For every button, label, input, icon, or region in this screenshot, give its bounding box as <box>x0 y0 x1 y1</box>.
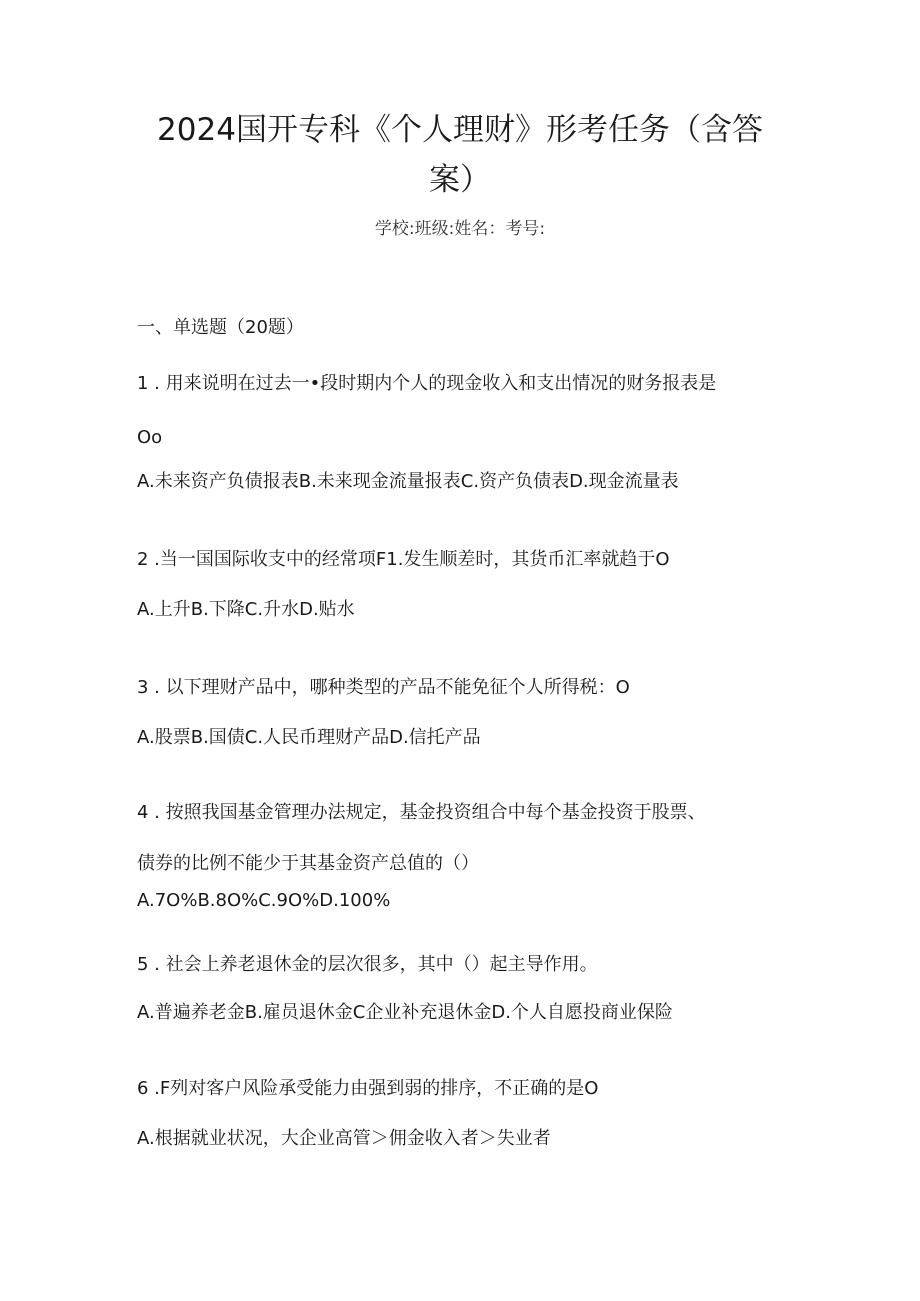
document-title-line-2: 案） <box>429 162 491 198</box>
question-3-stem: 3 . 以下理财产品中，哪种类型的产品不能免征个人所得税：O <box>137 677 630 698</box>
question-6-option-a: A.根据就业状况，大企业高管＞佣金收入者＞失业者 <box>137 1128 551 1149</box>
question-5-options: A.普遍养老金B.雇员退休金C企业补充退休金D.个人自愿投商业保险 <box>137 1002 673 1023</box>
document-title-line-1: 2024国开专科《个人理财》形考任务（含答 <box>157 112 763 148</box>
question-2-stem: 2 .当一国国际收支中的经常项F1.发生顺差时，其货币汇率就趋于O <box>137 549 670 570</box>
question-1-stem-continued: Oo <box>137 427 163 448</box>
question-2-options: A.上升B.下降C.升水D.贴水 <box>137 599 355 620</box>
question-4-stem: 4 . 按照我国基金管理办法规定，基金投资组合中每个基金投资于股票、 <box>137 802 706 823</box>
question-4-stem-continued: 债券的比例不能少于其基金资产总值的（） <box>137 853 479 874</box>
question-1-options: A.未来资产负债报表B.未来现金流量报表C.资产负债表D.现金流量表 <box>137 471 679 492</box>
student-info-line: 学校:班级:姓名：考号: <box>374 219 546 239</box>
question-1-stem: 1 . 用来说明在过去一•段时期内个人的现金收入和支出情况的财务报表是 <box>137 373 717 394</box>
question-4-options: A.7O%B.8O%C.9O%D.100% <box>137 890 391 911</box>
section-heading: 一、单选题（20题） <box>137 317 304 338</box>
question-5-stem: 5 . 社会上养老退休金的层次很多，其中（）起主导作用。 <box>137 954 598 975</box>
question-6-stem: 6 .F列对客户风险承受能力由强到弱的排序，不正确的是O <box>137 1078 599 1099</box>
question-3-options: A.股票B.国债C.人民币理财产品D.信托产品 <box>137 727 481 748</box>
